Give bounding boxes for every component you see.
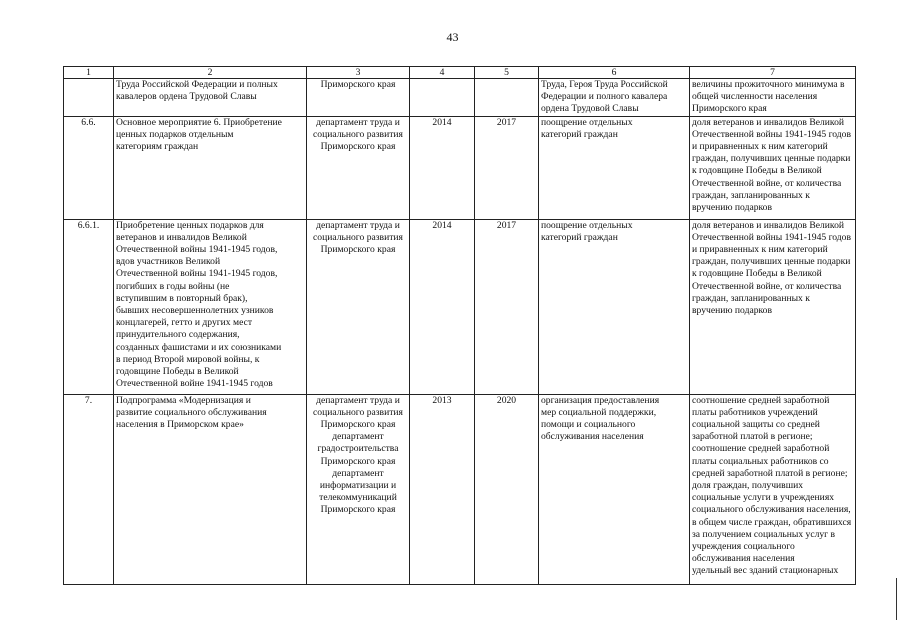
cell-text-line: Приморского края	[692, 103, 767, 115]
cell-text-line: Отечественной войне, от количества	[692, 177, 842, 189]
table-cell-c6	[539, 116, 690, 219]
table-cell-c4: 2013	[410, 394, 475, 584]
cell-text-line: Труда Российской Федерации и полных	[116, 79, 278, 90]
table-cell-c6	[539, 79, 690, 117]
col-header: 5	[475, 67, 539, 79]
cell-text-line: Приморского края	[320, 141, 396, 153]
cell-text-line: развитие социального обслуживания	[116, 406, 267, 418]
cell-text-line: Отечественной войне 1941-1945 годов	[116, 378, 273, 390]
table-cell-c6	[539, 219, 690, 394]
cell-text-line: соотношение средней заработной	[692, 443, 830, 455]
cell-text-line: департамент труда и	[316, 116, 400, 128]
cell-text-line: удельный вес зданий стационарных	[692, 565, 839, 577]
cell-text-line: Отечественной войны 1941-1945 годов,	[116, 244, 278, 256]
table-cell-c5: 2017	[475, 219, 539, 394]
cell-text-line: платы социальных работников со	[692, 455, 829, 467]
cell-text-line: к годовщине Победы в Великой	[692, 268, 822, 280]
table-cell-c7	[690, 394, 856, 584]
cell-text-line: социального развития	[313, 406, 403, 418]
cell-text-line: доля граждан, получивших	[692, 480, 804, 492]
table-cell-c2	[114, 116, 307, 219]
table-row	[64, 116, 856, 219]
cell-text-line: за получением социальных услуг в	[692, 528, 836, 540]
table-row	[64, 394, 856, 584]
cell-text-line: Подпрограмма «Модернизация и	[116, 394, 251, 406]
cell-text-line: социального развития	[313, 231, 403, 243]
cell-text-line: департамент	[332, 431, 384, 443]
cell-text-line: Отечественной войны 1941-1945 годов	[692, 128, 852, 140]
cell-text-line: информатизации и	[319, 480, 397, 492]
cell-text-line: категориям граждан	[116, 141, 199, 153]
cell-text-line: ордена Трудовой Славы	[541, 103, 639, 115]
table-cell-c4	[410, 79, 475, 117]
cell-text-line: Приморского края	[320, 455, 396, 467]
table-cell-c1	[64, 79, 114, 117]
table-cell-c1: 6.6.	[64, 116, 114, 219]
cell-text-line: доля ветеранов и инвалидов Великой	[692, 219, 845, 231]
cell-text-line: Отечественной войны 1941-1945 годов	[692, 231, 852, 243]
cell-text-line: граждан, запланированных к	[692, 292, 810, 304]
table-cell-c2	[114, 394, 307, 584]
cell-text-line: ветеранов и инвалидов Великой	[116, 231, 247, 243]
cell-text-line: социальной защиты со средней	[692, 419, 820, 431]
col-header: 4	[410, 67, 475, 79]
cell-text-line: Приморского края	[320, 244, 396, 256]
cell-text-line: Приморского края	[320, 419, 396, 431]
cell-text-line: Приморского края	[320, 504, 396, 516]
cell-text-line: департамент труда и	[316, 394, 400, 406]
cell-text-line: погибших в годы войны (не	[116, 280, 230, 292]
table-cell-c1: 7.	[64, 394, 114, 584]
cell-text-line: социального обслуживания населения,	[692, 504, 851, 516]
cell-text-line: Отечественной войны 1941-1945 годов,	[116, 268, 278, 280]
cell-text-line: и приравненных к ним категорий	[692, 141, 828, 153]
cell-text-line: кавалеров ордена Трудовой Славы	[116, 91, 257, 103]
cell-text-line: социальные услуги в учреждениях	[692, 492, 835, 504]
cell-text-line: в общем числе граждан, обратившихся	[692, 516, 852, 528]
cell-text-line: граждан, запланированных к	[692, 189, 810, 201]
cell-text-line: принудительного содержания,	[116, 329, 240, 341]
cell-text-line: средней заработной платой в регионе;	[692, 467, 848, 479]
cell-text-line: департамент труда и	[316, 219, 400, 231]
cell-text-line: категорий граждан	[541, 128, 618, 140]
cell-text-line: к годовщине Победы в Великой	[692, 165, 822, 177]
cell-text-line: вдов участников Великой	[116, 256, 221, 268]
cell-text-line: телекоммуникаций	[319, 492, 397, 504]
cell-text-line: граждан, получивших ценные подарки	[692, 153, 851, 165]
cell-text-line: мер социальной поддержки,	[541, 406, 657, 418]
cell-text-line: вручению подарков	[692, 202, 773, 214]
cell-text-line: общей численности населения	[692, 91, 818, 103]
table-cell-c6	[539, 394, 690, 584]
table-cell-c3	[307, 394, 410, 584]
cell-text-line: поощрение отдельных	[541, 116, 633, 128]
cell-text-line: платы работников учреждений	[692, 406, 818, 418]
cell-text-line: ценных подарков отдельным	[116, 128, 234, 140]
cell-text-line: обслуживания населения	[692, 553, 795, 565]
cell-text-line: департамент	[332, 467, 384, 479]
cell-text-line: заработной платой в регионе;	[692, 431, 813, 443]
table-row	[64, 79, 856, 117]
cell-text-line: в период Второй мировой войны, к	[116, 353, 260, 365]
cell-text-line: вручению подарков	[692, 305, 773, 317]
cell-text-line: Федерации и полного кавалера	[541, 91, 668, 103]
table-cell-c3	[307, 79, 410, 117]
cell-text-line: населения в Приморском крае»	[116, 419, 244, 431]
table-cell-c3	[307, 116, 410, 219]
cell-text-line: Основное мероприятие 6. Приобретение	[116, 116, 282, 128]
table-cell-c5: 2020	[475, 394, 539, 584]
cell-text-line: соотношение средней заработной	[692, 394, 830, 406]
table-cell-c2	[114, 79, 307, 117]
cell-text-line: граждан, получивших ценные подарки	[692, 256, 851, 268]
table-cell-c7	[690, 79, 856, 117]
cell-text-line: вступившим в повторный брак),	[116, 292, 248, 304]
table-cell-c5: 2017	[475, 116, 539, 219]
cell-text-line: градостроительства	[317, 443, 399, 455]
cell-text-line: учреждения социального	[692, 541, 795, 553]
margin-mark	[896, 578, 897, 620]
table-cell-c3	[307, 219, 410, 394]
cell-text-line: категорий граждан	[541, 231, 618, 243]
table-cell-c2	[114, 219, 307, 394]
col-header: 3	[307, 67, 410, 79]
col-header: 1	[64, 67, 114, 79]
cell-text-line: и приравненных к ним категорий	[692, 244, 828, 256]
table-cell-c4: 2014	[410, 116, 475, 219]
cell-text-line: социального развития	[313, 128, 403, 140]
table-cell-c4: 2014	[410, 219, 475, 394]
cell-text-line: обслуживания населения	[541, 431, 644, 443]
cell-text-line: величины прожиточного минимума в	[692, 79, 845, 90]
col-header: 6	[539, 67, 690, 79]
header-row	[64, 67, 856, 79]
cell-text-line: концлагерей, гетто и других мест	[116, 317, 253, 329]
cell-text-line: Труда, Героя Труда Российской	[541, 79, 668, 90]
cell-text-line: доля ветеранов и инвалидов Великой	[692, 116, 845, 128]
table-cell-c7	[690, 116, 856, 219]
table-cell-c5	[475, 79, 539, 117]
program-table	[63, 66, 856, 585]
cell-text-line: бывших несовершеннолетних узников	[116, 305, 274, 317]
cell-text-line: организация предоставления	[541, 394, 660, 406]
table-row	[64, 219, 856, 394]
table-cell-c7	[690, 219, 856, 394]
page-number: 43	[446, 30, 459, 44]
col-header: 7	[690, 67, 856, 79]
table-cell-c1: 6.6.1.	[64, 219, 114, 394]
cell-text-line: годовщине Победы в Великой	[116, 366, 239, 378]
cell-text-line: Отечественной войне, от количества	[692, 280, 842, 292]
cell-text-line: поощрение отдельных	[541, 219, 633, 231]
cell-text-line: созданных фашистами и их союзниками	[116, 341, 282, 353]
cell-text-line: помощи и социального	[541, 419, 636, 431]
col-header: 2	[114, 67, 307, 79]
cell-text-line: Приобретение ценных подарков для	[116, 219, 264, 231]
cell-text-line: Приморского края	[320, 79, 396, 90]
